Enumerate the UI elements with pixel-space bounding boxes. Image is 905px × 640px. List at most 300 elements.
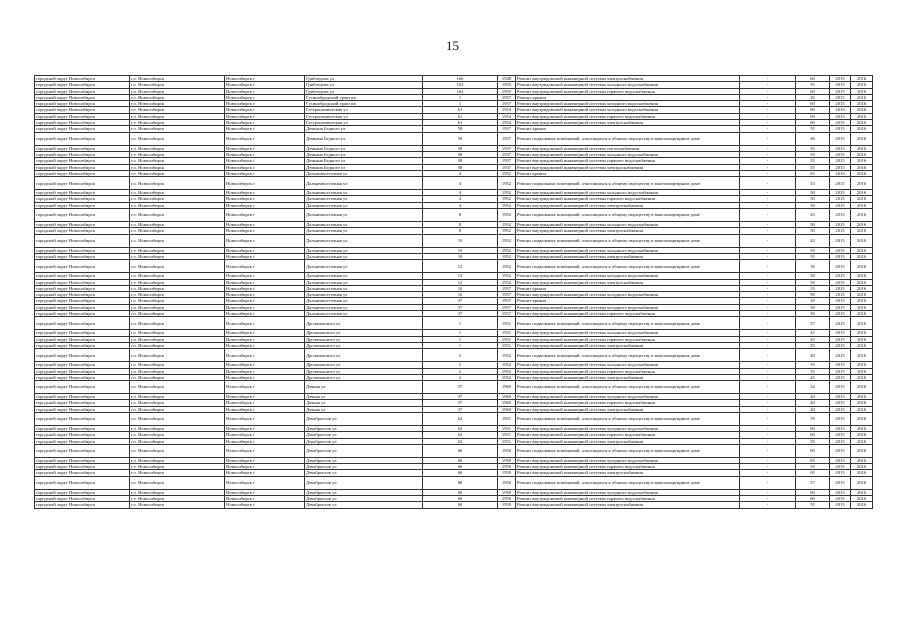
year-built-cell: 1955 <box>498 88 516 94</box>
value-cell: 57 <box>796 317 830 330</box>
street-cell: Дальнеавосточная ул <box>305 285 423 291</box>
municipality-cell: городской округ Новосибирск <box>35 425 130 431</box>
district-cell: г.о. Новосибирск <box>130 209 225 222</box>
year-built-cell: 1957 <box>498 94 516 100</box>
dash-cell: - <box>740 234 796 247</box>
start-year-cell: 2015 <box>830 438 851 444</box>
end-year-cell: 2016 <box>851 222 873 228</box>
start-year-cell: 2015 <box>830 247 851 253</box>
district-cell: г.о. Новосибирск <box>130 406 225 412</box>
district-cell: г.о. Новосибирск <box>130 196 225 202</box>
table-row <box>35 476 873 489</box>
house-number-cell: 8 <box>423 228 498 234</box>
year-built-cell: 1952 <box>498 362 516 368</box>
value-cell: 50 <box>796 304 830 310</box>
end-year-cell: 2016 <box>851 412 873 425</box>
district-cell: г.о. Новосибирск <box>130 470 225 476</box>
year-built-cell: 1951 <box>498 330 516 336</box>
district-cell: г.о. Новосибирск <box>130 101 225 107</box>
city-cell: Новосибирск г <box>225 425 305 431</box>
city-cell: Новосибирск г <box>225 107 305 113</box>
year-built-cell: 1957 <box>498 292 516 298</box>
street-cell: Гусинобродский тракт кв <box>305 101 423 107</box>
work-type-cell: Ремонт подвальных помещений, относящихся к общему имуществу в многоквартирном доме <box>516 381 740 394</box>
table-row <box>35 349 873 362</box>
street-cell: Декабристов ул <box>305 496 423 502</box>
street-cell: Декабристов ул <box>305 476 423 489</box>
value-cell: 46 <box>796 132 830 145</box>
dash-cell: - <box>740 457 796 463</box>
value-cell: 20 <box>796 298 830 304</box>
value-cell: 60 <box>796 425 830 431</box>
dash-cell: - <box>740 464 796 470</box>
municipality-cell: городской округ Новосибирск <box>35 368 130 374</box>
start-year-cell: 2015 <box>830 196 851 202</box>
value-cell: 35 <box>796 362 830 368</box>
dash-cell: - <box>740 120 796 126</box>
street-cell: Дргомыжского ул <box>305 368 423 374</box>
table-row <box>35 234 873 247</box>
start-year-cell: 2015 <box>830 260 851 273</box>
house-number-cell: 16 <box>423 285 498 291</box>
house-number-cell: 61 <box>423 113 498 119</box>
dash-cell: - <box>740 170 796 176</box>
end-year-cell: 2016 <box>851 438 873 444</box>
year-built-cell: 1950 <box>498 496 516 502</box>
municipality-cell: городской округ Новосибирск <box>35 190 130 196</box>
city-cell: Новосибирск г <box>225 120 305 126</box>
dash-cell: - <box>740 470 796 476</box>
value-cell: 55 <box>796 145 830 151</box>
street-cell: Демьяна Бедного ул <box>305 132 423 145</box>
city-cell: Новосибирск г <box>225 247 305 253</box>
value-cell: 50 <box>796 190 830 196</box>
house-number-cell: 1 <box>423 342 498 348</box>
district-cell: г.о. Новосибирск <box>130 120 225 126</box>
end-year-cell: 2016 <box>851 273 873 279</box>
district-cell: г.о. Новосибирск <box>130 260 225 273</box>
municipality-cell: городской округ Новосибирск <box>35 330 130 336</box>
municipality-cell: городской округ Новосибирск <box>35 222 130 228</box>
street-cell: Грибоедова ул <box>305 82 423 88</box>
street-cell: Гастрономическая ул <box>305 120 423 126</box>
value-cell: 65 <box>796 170 830 176</box>
start-year-cell: 2015 <box>830 234 851 247</box>
house-number-cell: 37 <box>423 394 498 400</box>
year-built-cell: 1937 <box>498 132 516 145</box>
year-built-cell: 1957 <box>498 304 516 310</box>
district-cell: г.о. Новосибирск <box>130 362 225 368</box>
work-type-cell: Ремонт внутридомовой инженерной системы электроснабжения <box>516 374 740 380</box>
dash-cell: - <box>740 76 796 82</box>
work-type-cell: Ремонт внутридомовой инженерной системы горячего водоснабжения <box>516 496 740 502</box>
start-year-cell: 2015 <box>830 177 851 190</box>
city-cell: Новосибирск г <box>225 400 305 406</box>
dash-cell: - <box>740 145 796 151</box>
house-number-cell: 58 <box>423 158 498 164</box>
house-number-cell: 62 <box>423 438 498 444</box>
table-row <box>35 317 873 330</box>
street-cell: Дальнеавосточная ул <box>305 209 423 222</box>
house-number-cell: 2 <box>423 374 498 380</box>
district-cell: г.о. Новосибирск <box>130 317 225 330</box>
work-type-cell: Ремонт внутридомовой инженерной системы холодного водоснабжения <box>516 101 740 107</box>
dash-cell: - <box>740 209 796 222</box>
start-year-cell: 2015 <box>830 311 851 317</box>
year-built-cell: 1951 <box>498 438 516 444</box>
city-cell: Новосибирск г <box>225 470 305 476</box>
municipality-cell: городской округ Новосибирск <box>35 247 130 253</box>
city-cell: Новосибирск г <box>225 502 305 508</box>
house-number-cell: 1 <box>423 317 498 330</box>
municipality-cell: городской округ Новосибирск <box>35 311 130 317</box>
start-year-cell: 2015 <box>830 298 851 304</box>
value-cell: 35 <box>796 368 830 374</box>
city-cell: Новосибирск г <box>225 412 305 425</box>
municipality-cell: городской округ Новосибирск <box>35 196 130 202</box>
house-number-cell: 58 <box>423 164 498 170</box>
work-type-cell: Ремонт внутридомовой инженерной системы горячего водоснабжения <box>516 368 740 374</box>
year-built-cell: 1952 <box>498 279 516 285</box>
work-type-cell: Ремонт подвальных помещений, относящихся к общему имуществу в многоквартирном доме <box>516 476 740 489</box>
district-cell: г.о. Новосибирск <box>130 88 225 94</box>
table-row <box>35 209 873 222</box>
street-cell: Дачная ул <box>305 400 423 406</box>
start-year-cell: 2015 <box>830 394 851 400</box>
municipality-cell: городской округ Новосибирск <box>35 82 130 88</box>
district-cell: г.о. Новосибирск <box>130 273 225 279</box>
end-year-cell: 2016 <box>851 381 873 394</box>
end-year-cell: 2016 <box>851 298 873 304</box>
work-type-cell: Ремонт подвальных помещений, относящихся к общему имуществу в многоквартирном доме <box>516 444 740 457</box>
house-number-cell: 1 <box>423 336 498 342</box>
municipality-cell: городской округ Новосибирск <box>35 394 130 400</box>
street-cell: Декабристов ул <box>305 425 423 431</box>
work-type-cell: Ремонт внутридомовой инженерной системы электроснабжения <box>516 502 740 508</box>
start-year-cell: 2015 <box>830 362 851 368</box>
dash-cell: - <box>740 196 796 202</box>
end-year-cell: 2016 <box>851 101 873 107</box>
year-built-cell: 1952 <box>498 196 516 202</box>
end-year-cell: 2016 <box>851 292 873 298</box>
house-number-cell: 66 <box>423 464 498 470</box>
dash-cell: - <box>740 342 796 348</box>
work-type-cell: Ремонт внутридомовой инженерной системы холодного водоснабжения <box>516 304 740 310</box>
city-cell: Новосибирск г <box>225 151 305 157</box>
municipality-cell: городской округ Новосибирск <box>35 496 130 502</box>
district-cell: г.о. Новосибирск <box>130 438 225 444</box>
city-cell: Новосибирск г <box>225 177 305 190</box>
dash-cell: - <box>740 260 796 273</box>
municipality-cell: городской округ Новосибирск <box>35 412 130 425</box>
work-type-cell: Ремонт внутридомовой инженерной системы электроснабжения <box>516 438 740 444</box>
street-cell: Декабристов ул <box>305 464 423 470</box>
municipality-cell: городской округ Новосибирск <box>35 279 130 285</box>
city-cell: Новосибирск г <box>225 82 305 88</box>
house-number-cell: 62 <box>423 432 498 438</box>
value-cell: 50 <box>796 202 830 208</box>
start-year-cell: 2015 <box>830 107 851 113</box>
end-year-cell: 2016 <box>851 145 873 151</box>
start-year-cell: 2015 <box>830 432 851 438</box>
work-type-cell: Ремонт внутридомовой инженерной системы электроснабжения <box>516 279 740 285</box>
street-cell: Декабристов ул <box>305 470 423 476</box>
table-row <box>35 132 873 145</box>
municipality-cell: городской округ Новосибирск <box>35 285 130 291</box>
year-built-cell: 1952 <box>498 273 516 279</box>
work-type-cell: Ремонт крыши <box>516 94 740 100</box>
district-cell: г.о. Новосибирск <box>130 394 225 400</box>
house-number-cell: 61 <box>423 120 498 126</box>
municipality-cell: городской округ Новосибирск <box>35 476 130 489</box>
repair-program-table <box>34 75 873 509</box>
city-cell: Новосибирск г <box>225 234 305 247</box>
house-number-cell: 10 <box>423 247 498 253</box>
district-cell: г.о. Новосибирск <box>130 502 225 508</box>
end-year-cell: 2016 <box>851 158 873 164</box>
value-cell: 45 <box>796 336 830 342</box>
year-built-cell: 1937 <box>498 158 516 164</box>
district-cell: г.о. Новосибирск <box>130 444 225 457</box>
municipality-cell: городской округ Новосибирск <box>35 170 130 176</box>
house-number-cell: 2 <box>423 368 498 374</box>
start-year-cell: 2015 <box>830 464 851 470</box>
city-cell: Новосибирск г <box>225 273 305 279</box>
municipality-cell: городской округ Новосибирск <box>35 444 130 457</box>
start-year-cell: 2015 <box>830 476 851 489</box>
house-number-cell: 37 <box>423 381 498 394</box>
year-built-cell: 1952 <box>498 349 516 362</box>
city-cell: Новосибирск г <box>225 362 305 368</box>
city-cell: Новосибирск г <box>225 489 305 495</box>
dash-cell: - <box>740 164 796 170</box>
house-number-cell: 58 <box>423 145 498 151</box>
house-number-cell: 68 <box>423 496 498 502</box>
district-cell: г.о. Новосибирск <box>130 113 225 119</box>
street-cell: Дальнеавосточная ул <box>305 279 423 285</box>
street-cell: Дальнеавосточная ул <box>305 228 423 234</box>
start-year-cell: 2015 <box>830 496 851 502</box>
house-number-cell: 1 <box>423 101 498 107</box>
street-cell: Дальнеавосточная ул <box>305 292 423 298</box>
district-cell: г.о. Новосибирск <box>130 247 225 253</box>
start-year-cell: 2015 <box>830 368 851 374</box>
work-type-cell: Ремонт внутридомовой инженерной системы холодного водоснабжения <box>516 222 740 228</box>
municipality-cell: городской округ Новосибирск <box>35 209 130 222</box>
city-cell: Новосибирск г <box>225 432 305 438</box>
house-number-cell: 58 <box>423 132 498 145</box>
work-type-cell: Ремонт внутридомовой инженерной системы холодного водоснабжения <box>516 425 740 431</box>
value-cell: 65 <box>796 457 830 463</box>
district-cell: г.о. Новосибирск <box>130 304 225 310</box>
house-number-cell: 66 <box>423 457 498 463</box>
municipality-cell: городской округ Новосибирск <box>35 381 130 394</box>
district-cell: г.о. Новосибирск <box>130 164 225 170</box>
street-cell: Декабристов ул <box>305 457 423 463</box>
end-year-cell: 2016 <box>851 317 873 330</box>
value-cell: 55 <box>796 285 830 291</box>
municipality-cell: городской округ Новосибирск <box>35 107 130 113</box>
value-cell: 60 <box>796 444 830 457</box>
start-year-cell: 2015 <box>830 400 851 406</box>
city-cell: Новосибирск г <box>225 279 305 285</box>
value-cell: 42 <box>796 234 830 247</box>
street-cell: Дргомыжского ул <box>305 317 423 330</box>
end-year-cell: 2016 <box>851 368 873 374</box>
house-number-cell: 62 <box>423 412 498 425</box>
street-cell: Декабристов ул <box>305 432 423 438</box>
district-cell: г.о. Новосибирск <box>130 400 225 406</box>
city-cell: Новосибирск г <box>225 311 305 317</box>
city-cell: Новосибирск г <box>225 317 305 330</box>
start-year-cell: 2015 <box>830 336 851 342</box>
house-number-cell: 37 <box>423 406 498 412</box>
house-number-cell: 162 <box>423 88 498 94</box>
house-number-cell: 10 <box>423 234 498 247</box>
year-built-cell: 1952 <box>498 209 516 222</box>
city-cell: Новосибирск г <box>225 476 305 489</box>
street-cell: Демьяна Бедного ул <box>305 158 423 164</box>
street-cell: Декабристов ул <box>305 438 423 444</box>
house-number-cell: 1 <box>423 94 498 100</box>
street-cell: Дальнеавосточная ул <box>305 304 423 310</box>
district-cell: г.о. Новосибирск <box>130 94 225 100</box>
municipality-cell: городской округ Новосибирск <box>35 470 130 476</box>
city-cell: Новосибирск г <box>225 496 305 502</box>
district-cell: г.о. Новосибирск <box>130 228 225 234</box>
city-cell: Новосибирск г <box>225 170 305 176</box>
municipality-cell: городской округ Новосибирск <box>35 202 130 208</box>
year-built-cell: 1954 <box>498 107 516 113</box>
dash-cell: - <box>740 253 796 259</box>
work-type-cell: Ремонт внутридомовой инженерной системы электроснабжения <box>516 253 740 259</box>
work-type-cell: Ремонт внутридомовой инженерной системы горячего водоснабжения <box>516 464 740 470</box>
district-cell: г.о. Новосибирск <box>130 330 225 336</box>
municipality-cell: городской округ Новосибирск <box>35 298 130 304</box>
street-cell: Дальнеавосточная ул <box>305 253 423 259</box>
city-cell: Новосибирск г <box>225 228 305 234</box>
year-built-cell: 1952 <box>498 170 516 176</box>
year-built-cell: 1950 <box>498 457 516 463</box>
city-cell: Новосибирск г <box>225 304 305 310</box>
district-cell: г.о. Новосибирск <box>130 412 225 425</box>
end-year-cell: 2016 <box>851 253 873 259</box>
start-year-cell: 2015 <box>830 94 851 100</box>
table-row <box>35 381 873 394</box>
house-number-cell: 16 <box>423 292 498 298</box>
dash-cell: - <box>740 330 796 336</box>
dash-cell: - <box>740 317 796 330</box>
end-year-cell: 2016 <box>851 94 873 100</box>
dash-cell: - <box>740 132 796 145</box>
dash-cell: - <box>740 311 796 317</box>
work-type-cell: Ремонт внутридомовой инженерной системы электроснабжения <box>516 120 740 126</box>
municipality-cell: городской округ Новосибирск <box>35 317 130 330</box>
start-year-cell: 2015 <box>830 470 851 476</box>
work-type-cell: Ремонт внутридомовой инженерной системы холодного водоснабжения <box>516 330 740 336</box>
start-year-cell: 2015 <box>830 82 851 88</box>
dash-cell: - <box>740 273 796 279</box>
district-cell: г.о. Новосибирск <box>130 76 225 82</box>
municipality-cell: городской округ Новосибирск <box>35 342 130 348</box>
dash-cell: - <box>740 496 796 502</box>
end-year-cell: 2016 <box>851 76 873 82</box>
dash-cell: - <box>740 438 796 444</box>
start-year-cell: 2015 <box>830 222 851 228</box>
district-cell: г.о. Новосибирск <box>130 151 225 157</box>
district-cell: г.о. Новосибирск <box>130 158 225 164</box>
work-type-cell: Ремонт внутридомовой инженерной системы холодного водоснабжения <box>516 457 740 463</box>
work-type-cell: Ремонт крыши <box>516 285 740 291</box>
dash-cell: - <box>740 101 796 107</box>
house-number-cell: 160 <box>423 76 498 82</box>
house-number-cell: 37 <box>423 304 498 310</box>
city-cell: Новосибирск г <box>225 260 305 273</box>
end-year-cell: 2016 <box>851 330 873 336</box>
house-number-cell: 162 <box>423 82 498 88</box>
year-built-cell: 1950 <box>498 489 516 495</box>
work-type-cell: Ремонт внутридомовой инженерной системы электроснабжения <box>516 406 740 412</box>
start-year-cell: 2015 <box>830 190 851 196</box>
end-year-cell: 2016 <box>851 126 873 132</box>
end-year-cell: 2016 <box>851 151 873 157</box>
start-year-cell: 2015 <box>830 151 851 157</box>
dash-cell: - <box>740 88 796 94</box>
house-number-cell: 58 <box>423 126 498 132</box>
city-cell: Новосибирск г <box>225 298 305 304</box>
year-built-cell: 1960 <box>498 394 516 400</box>
district-cell: г.о. Новосибирск <box>130 489 225 495</box>
city-cell: Новосибирск г <box>225 464 305 470</box>
city-cell: Новосибирск г <box>225 132 305 145</box>
dash-cell: - <box>740 177 796 190</box>
street-cell: Грибоедова ул <box>305 88 423 94</box>
municipality-cell: городской округ Новосибирск <box>35 273 130 279</box>
end-year-cell: 2016 <box>851 202 873 208</box>
work-type-cell: Ремонт внутридомовой инженерной системы холодного водоснабжения <box>516 362 740 368</box>
start-year-cell: 2015 <box>830 101 851 107</box>
dash-cell: - <box>740 82 796 88</box>
end-year-cell: 2016 <box>851 190 873 196</box>
end-year-cell: 2016 <box>851 444 873 457</box>
end-year-cell: 2016 <box>851 362 873 368</box>
start-year-cell: 2015 <box>830 330 851 336</box>
street-cell: Дачная ул <box>305 381 423 394</box>
start-year-cell: 2015 <box>830 444 851 457</box>
city-cell: Новосибирск г <box>225 374 305 380</box>
dash-cell: - <box>740 476 796 489</box>
start-year-cell: 2015 <box>830 489 851 495</box>
district-cell: г.о. Новосибирск <box>130 425 225 431</box>
municipality-cell: городской округ Новосибирск <box>35 362 130 368</box>
work-type-cell: Ремонт подвальных помещений, относящихся к общему имуществу в многоквартирном доме <box>516 177 740 190</box>
end-year-cell: 2016 <box>851 209 873 222</box>
table-row <box>35 177 873 190</box>
value-cell: 35 <box>796 342 830 348</box>
value-cell: 60 <box>796 432 830 438</box>
start-year-cell: 2015 <box>830 158 851 164</box>
value-cell: 60 <box>796 88 830 94</box>
municipality-cell: городской округ Новосибирск <box>35 292 130 298</box>
year-built-cell: 1960 <box>498 406 516 412</box>
street-cell: Дальнеавосточная ул <box>305 170 423 176</box>
end-year-cell: 2016 <box>851 406 873 412</box>
end-year-cell: 2016 <box>851 311 873 317</box>
work-type-cell: Ремонт крыши <box>516 298 740 304</box>
dash-cell: - <box>740 400 796 406</box>
page-number: 15 <box>446 38 459 53</box>
district-cell: г.о. Новосибирск <box>130 368 225 374</box>
